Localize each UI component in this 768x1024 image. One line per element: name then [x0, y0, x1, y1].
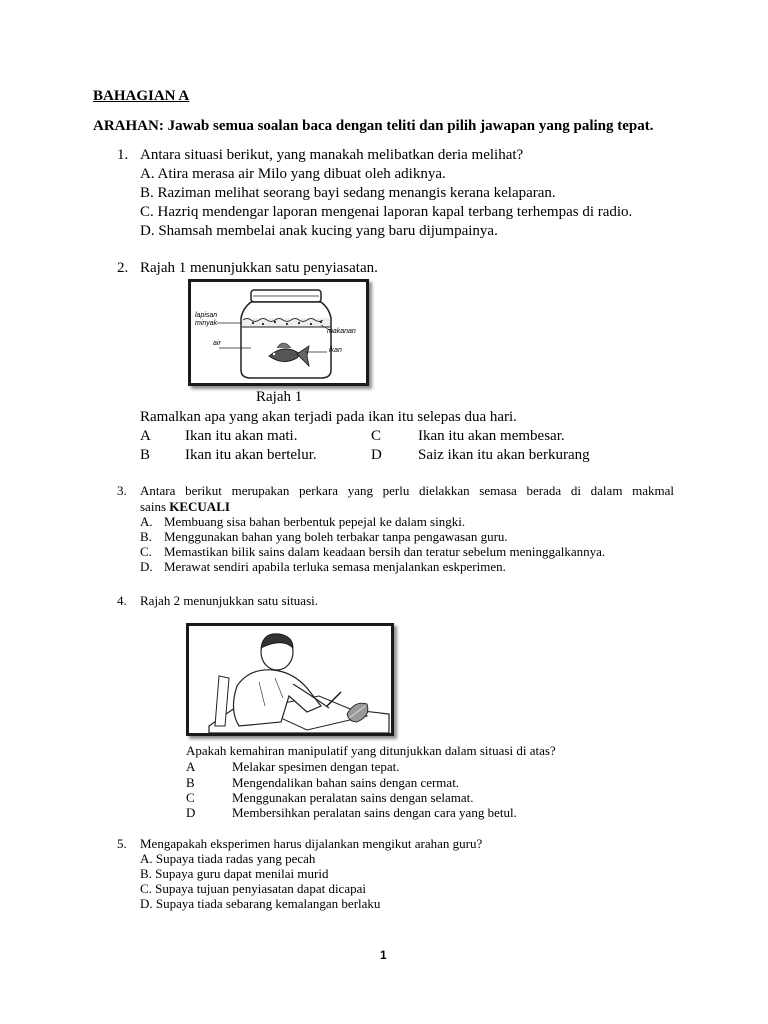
option-letter-b: B: [186, 775, 195, 790]
figure-2-student-drawing: [186, 623, 394, 736]
option-letter-a: A.: [140, 514, 153, 529]
option-letter-d: D: [186, 805, 196, 820]
option-d: Merawat sendiri apabila terluka semasa menjalankan eskperimen.: [164, 559, 506, 574]
option-d: Membersihkan peralatan sains dengan cara yang betul.: [232, 805, 517, 820]
option-b: Menggunakan bahan yang boleh terbakar tanpa pengawasan guru.: [164, 529, 508, 544]
question-text-line2: [140, 499, 230, 515]
option-letter-b: B.: [140, 529, 152, 544]
instruction: ARAHAN: Jawab semua soalan baca dengan teliti dan pilih jawapan yang paling tepat.: [93, 118, 654, 134]
label-oil-layer-line1: lapisan: [195, 312, 218, 319]
label-fish: ikan: [329, 347, 342, 354]
label-oil-layer-line2: minyak: [195, 320, 218, 327]
question-prompt: Apakah kemahiran manipulatif yang ditunjukkan dalam situasi di atas?: [186, 743, 556, 758]
option-letter-d: D.: [140, 559, 153, 574]
question-text-prefix: sains: [140, 499, 166, 514]
option-letter-a: A: [140, 428, 151, 444]
option-a: A. Supaya tiada radas yang pecah: [140, 851, 316, 866]
student-drawing-illustration: [189, 626, 391, 733]
question-number: 4.: [117, 593, 127, 608]
question-prompt: Ramalkan apa yang akan terjadi pada ikan itu selepas dua hari.: [140, 409, 517, 425]
option-c: Ikan itu akan membesar.: [418, 428, 565, 444]
option-c: C. Hazriq mendengar laporan mengenai laporan kapal terbang terhempas di radio.: [140, 204, 633, 220]
page-number: 1: [380, 948, 387, 962]
option-c: C. Supaya tujuan penyiasatan dapat dicapai: [140, 881, 366, 896]
figure-caption: Rajah 1: [256, 389, 303, 405]
question-text: Rajah 1 menunjukkan satu penyiasatan.: [140, 260, 378, 276]
question-text: Antara situasi berikut, yang manakah melibatkan deria melihat?: [140, 147, 524, 163]
option-letter-c: C: [186, 790, 195, 805]
option-a: A. Atira merasa air Milo yang dibuat oleh adiknya.: [140, 166, 446, 182]
option-d: D. Shamsah membelai anak kucing yang baru dijumpainya.: [140, 223, 498, 239]
option-letter-c: C: [371, 428, 382, 444]
option-letter-a: A: [186, 759, 196, 774]
label-water: air: [213, 340, 221, 347]
question-text-line1: Antara berikut merupakan perkara yang perlu dielakkan semasa berada di dalam makmal: [140, 483, 674, 498]
option-a: Melakar spesimen dengan tepat.: [232, 759, 400, 774]
option-letter-b: B: [140, 447, 151, 463]
label-oil-layer: [195, 312, 217, 328]
option-b: B. Supaya guru dapat menilai murid: [140, 866, 329, 881]
option-c: Memastikan bilik sains dalam keadaan bersih dan teratur sebelum meninggalkannya.: [164, 544, 606, 559]
question-text: Rajah 2 menunjukkan satu situasi.: [140, 593, 319, 608]
question-number: 1.: [117, 147, 129, 163]
question-number: 2.: [117, 260, 129, 276]
option-d: D. Supaya tiada sebarang kemalangan berlaku: [140, 896, 381, 911]
label-food: makanan: [327, 328, 356, 335]
question-number: 5.: [117, 836, 127, 851]
option-c: Menggunakan peralatan sains dengan selamat.: [232, 790, 474, 805]
option-b: B. Raziman melihat seorang bayi sedang menangis kerana kelaparan.: [140, 185, 556, 201]
option-a: Membuang sisa bahan berbentuk pepejal ke dalam singki.: [164, 514, 466, 529]
option-letter-c: C.: [140, 544, 152, 559]
section-title: BAHAGIAN A: [93, 88, 190, 104]
question-text: Mengapakah eksperimen harus dijalankan mengikut arahan guru?: [140, 836, 483, 851]
option-letter-d: D: [371, 447, 382, 463]
option-b: Mengendalikan bahan sains dengan cermat.: [232, 775, 460, 790]
option-d: Saiz ikan itu akan berkurang: [418, 447, 590, 463]
figure-1-jar: [188, 279, 369, 386]
question-number: 3.: [117, 483, 127, 498]
except-keyword: KECUALI: [169, 499, 230, 514]
option-b: Ikan itu akan bertelur.: [185, 447, 317, 463]
option-a: Ikan itu akan mati.: [185, 428, 298, 444]
